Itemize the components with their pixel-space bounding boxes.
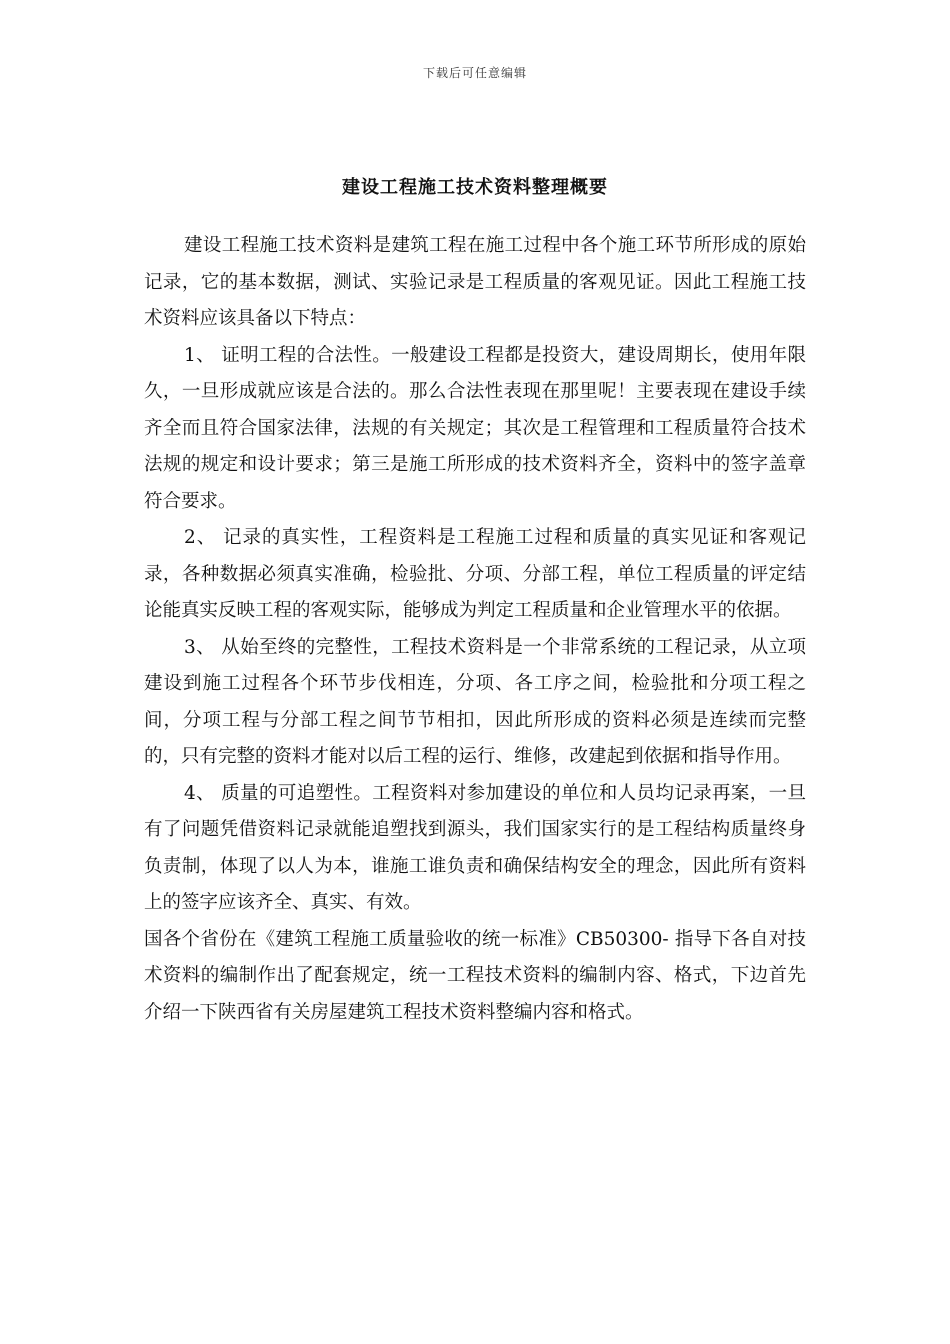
closing-paragraph: 国各个省份在《建筑工程施工质量验收的统一标准》CB50300- 指导下各自对技术资料的编制作出了配套规定，统一工程技术资料的编制内容、格式，下边首先介绍一下陕西省有关房屋建筑工程技术资料整编内容和格式。 — [144, 928, 806, 1023]
point-2-paragraph: 2、 记录的真实性，工程资料是工程施工过程和质量的真实见证和客观记录，各种数据必须真实准确，检验批、分项、分部工程，单位工程质量的评定结论能真实反映工程的客观实际，能够成为判定工程质量和企业管理水平的依据。 — [144, 527, 806, 621]
point-4-paragraph: 4、 质量的可追塑性。工程资料对参加建设的单位和人员均记录再案，一旦有了问题凭借资料记录就能追塑找到源头，我们国家实行的是工程结构质量终身负责制，体现了以人为本，谁施工谁负责和确保结构安全的理念，因此所有资料上的签字应该齐全、真实、有效。 — [144, 782, 806, 913]
header-note: 下载后可任意编辑 — [422, 66, 527, 80]
intro-paragraph: 建设工程施工技术资料是建筑工程在施工过程中各个施工环节所形成的原始记录，它的基本数据，测试、实验记录是工程质量的客观见证。因此工程施工技术资料应该具备以下特点： — [144, 235, 806, 329]
point-1-paragraph: 1、 证明工程的合法性。一般建设工程都是投资大，建设周期长，使用年限久，一旦形成就应该是合法的。那么合法性表现在那里呢！主要表现在建设手续齐全而且符合国家法律，法规的有关规定；其次是工程管理和工程质量符合技术法规的规定和设计要求；第三是施工所形成的技术资料齐全，资料中的签字盖章符合要求。 — [144, 344, 806, 512]
point-3-paragraph: 3、 从始至终的完整性，工程技术资料是一个非常系统的工程记录，从立项建设到施工过程各个环节步伐相连，分项、各工序之间，检验批和分项工程之间，分项工程与分部工程之间节节相扣，因此所形成的资料必须是连续而完整的，只有完整的资料才能对以后工程的运行、维修，改建起到依据和指导作用。 — [144, 636, 806, 767]
document-body — [144, 228, 806, 1031]
document-title: 建设工程施工技术资料整理概要 — [342, 177, 608, 198]
